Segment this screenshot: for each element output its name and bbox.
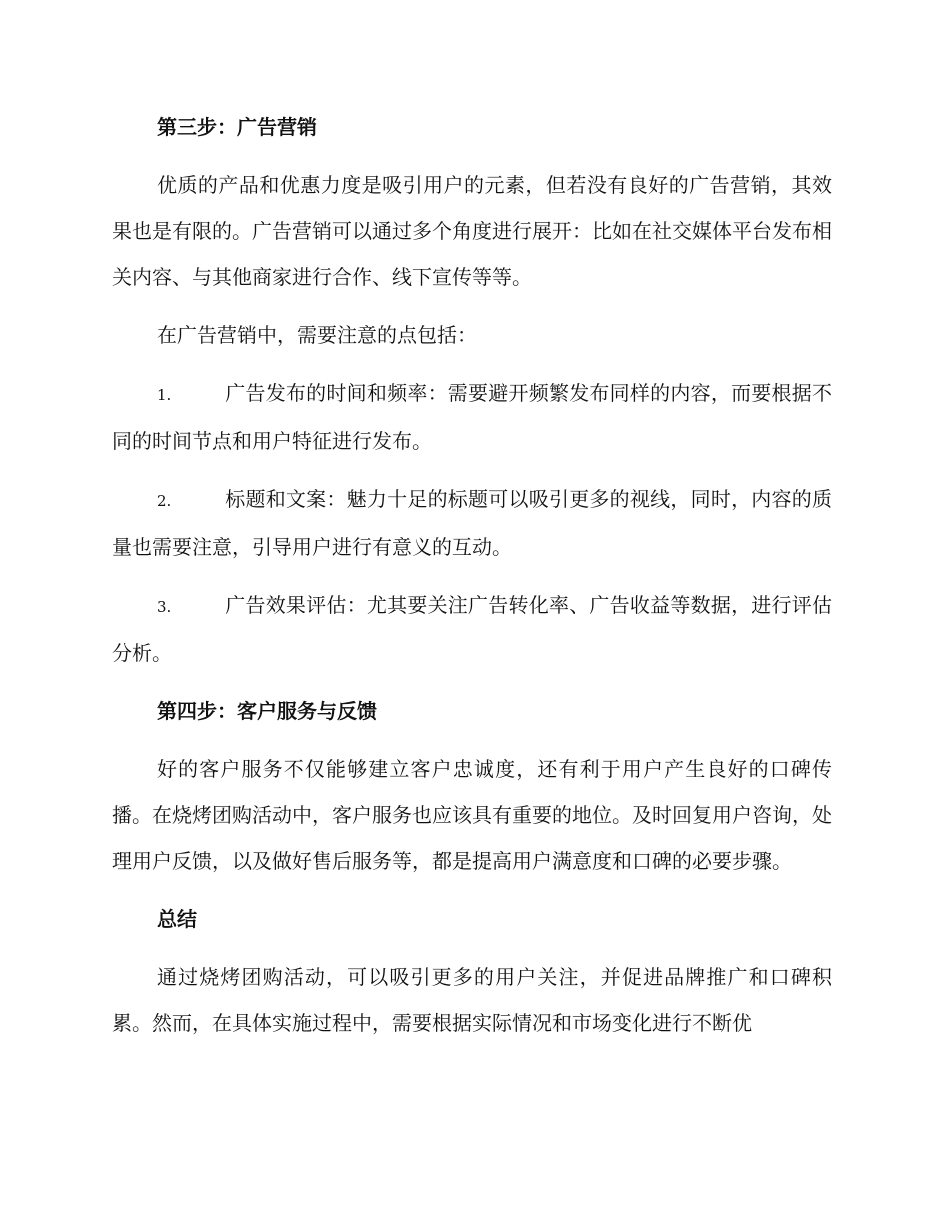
section-heading-step3: 第三步：广告营销: [157, 115, 317, 139]
section-heading-step4: 第四步：客户服务与反馈: [157, 699, 377, 723]
list-number: 2.: [157, 492, 172, 510]
list-item-2: [112, 476, 832, 570]
list-item-1: [112, 370, 832, 464]
list-number: 1.: [157, 386, 172, 404]
paragraph-summary: 通过烧烤团购活动，可以吸引更多的用户关注，并促进品牌推广和口碑积累。然而，在具体实施过程中，需要根据实际情况和市场变化进行不断优: [112, 965, 832, 1035]
list-item-text: 广告效果评估：尤其要关注广告转化率、广告收益等数据，进行评估分析。: [112, 593, 832, 665]
list-item-3: [112, 582, 832, 676]
list-item-text: 标题和文案：魅力十足的标题可以吸引更多的视线，同时，内容的质量也需要注意，引导用户进行有意义的互动。: [112, 487, 832, 559]
paragraph-step4-intro: 好的客户服务不仅能够建立客户忠诚度，还有利于用户产生良好的口碑传播。在烧烤团购活动中，客户服务也应该具有重要的地位。及时回复用户咨询，处理用户反馈，以及做好售后服务等，都是提高用户满意度和口碑的必要步骤。: [112, 757, 832, 873]
paragraph-step3-points-intro: 在广告营销中，需要注意的点包括：: [157, 323, 477, 347]
list-number: 3.: [157, 598, 172, 616]
section-heading-summary: 总结: [157, 907, 197, 931]
list-item-text: 广告发布的时间和频率：需要避开频繁发布同样的内容，而要根据不同的时间节点和用户特征进行发布。: [112, 381, 832, 453]
paragraph-step3-intro: 优质的产品和优惠力度是吸引用户的元素，但若没有良好的广告营销，其效果也是有限的。广告营销可以通过多个角度进行展开：比如在社交媒体平台发布相关内容、与其他商家进行合作、线下宣传等等。: [112, 173, 832, 289]
document-page: [112, 104, 832, 1058]
